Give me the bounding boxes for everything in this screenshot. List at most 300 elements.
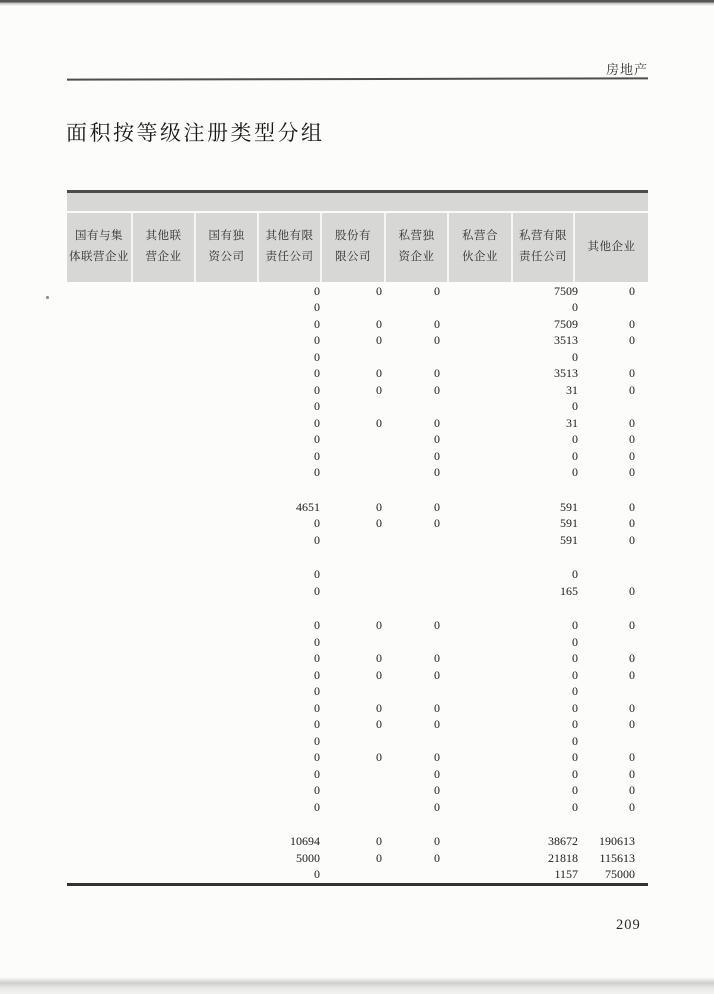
table-cell bbox=[194, 799, 257, 816]
table-cell: 0 bbox=[376, 834, 382, 848]
table-cell bbox=[447, 799, 511, 816]
table-cell: 0 bbox=[314, 567, 320, 581]
table-cell: 0 bbox=[376, 283, 382, 298]
table-cell: 4651 bbox=[296, 499, 320, 514]
column-header-line: 国有独 bbox=[208, 230, 245, 243]
table-cell: 0 bbox=[376, 415, 382, 430]
table-cell bbox=[573, 398, 648, 415]
table-cell: 7509 bbox=[554, 316, 578, 331]
table-cell: 0 bbox=[314, 516, 320, 530]
table-cell: 31 bbox=[566, 382, 578, 397]
table-cell: 0 bbox=[376, 717, 382, 731]
table-block-gap bbox=[67, 815, 648, 833]
table-cell bbox=[194, 850, 257, 867]
table-cell bbox=[194, 332, 257, 349]
table-cell: 0 bbox=[314, 532, 320, 547]
table-cell bbox=[384, 866, 447, 883]
table-cell: 0 bbox=[314, 349, 320, 364]
table-block-gap bbox=[67, 481, 648, 499]
table-cell: 0 bbox=[434, 799, 440, 814]
table-cell: 0 bbox=[629, 366, 635, 380]
table-cell bbox=[67, 617, 131, 634]
table-cell bbox=[447, 532, 511, 549]
column-header-line: 股份有 bbox=[335, 230, 371, 243]
table-row bbox=[67, 749, 648, 766]
table-cell bbox=[67, 833, 131, 850]
table-cell: 3513 bbox=[554, 366, 578, 380]
table-cell bbox=[67, 850, 131, 867]
column-header bbox=[257, 213, 320, 282]
table-cell bbox=[447, 683, 511, 700]
table-cell: 31 bbox=[566, 415, 578, 430]
table-block-gap bbox=[67, 599, 648, 617]
table-row bbox=[67, 349, 648, 366]
table-cell: 0 bbox=[376, 651, 382, 665]
table-cell: 0 bbox=[572, 651, 578, 665]
table-cell bbox=[67, 365, 131, 382]
table-cell: 0 bbox=[629, 382, 635, 397]
table-cell bbox=[320, 299, 384, 316]
table-cell bbox=[384, 733, 447, 750]
table-cell bbox=[194, 749, 257, 766]
table-cell: 0 bbox=[434, 283, 440, 298]
table-cell: 0 bbox=[629, 415, 635, 430]
table-cell bbox=[194, 349, 257, 366]
table-cell: 0 bbox=[434, 465, 440, 479]
table-cell bbox=[194, 299, 257, 316]
table-cell bbox=[573, 299, 648, 316]
table-row bbox=[67, 448, 648, 465]
table-cell: 0 bbox=[314, 667, 320, 682]
table-cell bbox=[320, 782, 384, 799]
table-cell bbox=[447, 634, 511, 651]
column-header-line: 责任公司 bbox=[519, 251, 567, 263]
table-cell bbox=[131, 316, 194, 333]
table-cell bbox=[67, 431, 131, 448]
table-cell: 0 bbox=[434, 834, 440, 848]
table-row bbox=[67, 700, 648, 717]
table-cell bbox=[194, 866, 257, 883]
table-cell: 0 bbox=[434, 618, 440, 632]
table-cell bbox=[67, 566, 131, 583]
table-cell bbox=[194, 316, 257, 333]
table-cell: 75000 bbox=[605, 867, 635, 881]
table-cell bbox=[447, 299, 511, 316]
column-header bbox=[511, 213, 573, 282]
table-cell: 0 bbox=[314, 583, 320, 598]
table-header-band bbox=[67, 193, 648, 211]
table-cell: 0 bbox=[629, 465, 635, 479]
table-cell: 0 bbox=[629, 432, 635, 446]
table-cell bbox=[194, 766, 257, 783]
table-cell: 0 bbox=[434, 432, 440, 446]
table-cell bbox=[194, 415, 257, 432]
table-cell bbox=[131, 583, 194, 600]
table-cell bbox=[131, 634, 194, 651]
table-cell: 0 bbox=[376, 333, 382, 347]
table-cell bbox=[447, 283, 511, 300]
table-cell: 0 bbox=[434, 316, 440, 331]
column-header-line: 伙企业 bbox=[462, 251, 498, 263]
table-cell bbox=[194, 650, 257, 667]
table-cell bbox=[131, 349, 194, 366]
scan-edge-bottom bbox=[0, 977, 714, 994]
table-cell: 0 bbox=[434, 516, 440, 530]
table-cell bbox=[447, 583, 511, 600]
table-cell bbox=[447, 650, 511, 667]
table-cell bbox=[384, 583, 447, 600]
table-cell: 0 bbox=[572, 634, 578, 649]
table-cell: 0 bbox=[629, 750, 635, 764]
table-cell: 0 bbox=[314, 618, 320, 632]
column-header-line: 资企业 bbox=[398, 251, 435, 263]
table-row bbox=[67, 716, 648, 733]
table-cell bbox=[194, 733, 257, 750]
table-cell: 0 bbox=[434, 448, 440, 463]
table-cell: 0 bbox=[376, 850, 382, 865]
table-cell bbox=[194, 583, 257, 600]
table-row bbox=[67, 566, 648, 583]
table-cell: 0 bbox=[629, 651, 635, 665]
table-cell: 0 bbox=[314, 733, 320, 748]
table-cell bbox=[194, 700, 257, 717]
table-cell bbox=[384, 634, 447, 651]
table-cell bbox=[320, 799, 384, 816]
table-cell bbox=[384, 349, 447, 366]
table-cell: 0 bbox=[572, 448, 578, 463]
table-cell bbox=[131, 667, 194, 684]
table-cell: 0 bbox=[434, 651, 440, 665]
table-cell: 0 bbox=[572, 432, 578, 446]
table-cell: 0 bbox=[314, 432, 320, 446]
table-cell bbox=[573, 566, 648, 583]
table-body bbox=[67, 282, 648, 883]
column-header-line: 责任公司 bbox=[265, 251, 314, 263]
table-cell bbox=[131, 448, 194, 465]
table-cell bbox=[447, 782, 511, 799]
table-cell bbox=[447, 515, 511, 532]
table-cell: 0 bbox=[572, 465, 578, 479]
table-row bbox=[67, 299, 648, 316]
table-cell bbox=[131, 749, 194, 766]
table-cell bbox=[447, 766, 511, 783]
column-header-line: 国有与集 bbox=[75, 230, 123, 243]
table-cell: 0 bbox=[376, 750, 382, 764]
table-cell bbox=[194, 448, 257, 465]
table-cell bbox=[194, 782, 257, 799]
table-cell: 0 bbox=[314, 651, 320, 665]
table-row bbox=[67, 515, 648, 532]
table-cell: 0 bbox=[629, 618, 635, 632]
table-cell bbox=[320, 583, 384, 600]
table-cell: 0 bbox=[376, 366, 382, 380]
table-row bbox=[67, 683, 648, 700]
table-cell bbox=[67, 398, 131, 415]
table-cell: 0 bbox=[314, 415, 320, 430]
table-cell bbox=[194, 683, 257, 700]
column-header-line: 营企业 bbox=[145, 251, 182, 263]
table-cell: 0 bbox=[314, 316, 320, 331]
table-cell bbox=[194, 398, 257, 415]
table-cell: 591 bbox=[560, 532, 578, 547]
table-cell bbox=[320, 683, 384, 700]
table-cell: 0 bbox=[314, 766, 320, 781]
page-number: 209 bbox=[616, 917, 641, 933]
table-cell bbox=[447, 667, 511, 684]
table-cell bbox=[194, 499, 257, 516]
table-cell: 21818 bbox=[548, 850, 578, 865]
table-cell: 3513 bbox=[554, 333, 578, 347]
table-cell bbox=[320, 766, 384, 783]
table-cell bbox=[194, 634, 257, 651]
table-cell bbox=[194, 283, 257, 300]
table-cell bbox=[67, 700, 131, 717]
table-cell: 0 bbox=[314, 448, 320, 463]
table-cell: 0 bbox=[376, 618, 382, 632]
table-cell bbox=[67, 667, 131, 684]
table-cell: 0 bbox=[572, 618, 578, 632]
table-cell bbox=[67, 716, 131, 733]
table-cell bbox=[447, 464, 511, 481]
table-cell bbox=[320, 349, 384, 366]
column-header-line: 其他联 bbox=[145, 230, 182, 243]
table-cell: 0 bbox=[629, 667, 635, 682]
table-cell: 0 bbox=[629, 532, 635, 547]
column-header bbox=[67, 213, 131, 282]
table-cell bbox=[131, 617, 194, 634]
table-cell bbox=[447, 617, 511, 634]
table-cell: 0 bbox=[434, 366, 440, 380]
table-cell: 0 bbox=[314, 783, 320, 797]
table-row bbox=[67, 332, 648, 349]
table-cell: 0 bbox=[314, 700, 320, 715]
table-row bbox=[67, 833, 648, 850]
scan-artifact-dot bbox=[46, 296, 49, 299]
table-cell bbox=[320, 866, 384, 883]
table-row bbox=[67, 316, 648, 333]
table-cell bbox=[131, 515, 194, 532]
table-cell: 0 bbox=[629, 799, 635, 814]
table-cell: 0 bbox=[572, 717, 578, 731]
table-cell bbox=[447, 415, 511, 432]
table-cell bbox=[447, 382, 511, 399]
table-row bbox=[67, 464, 648, 481]
table-cell bbox=[384, 398, 447, 415]
table-cell bbox=[447, 850, 511, 867]
table-cell bbox=[194, 515, 257, 532]
table-cell: 0 bbox=[629, 766, 635, 781]
scan-edge-top bbox=[0, 0, 714, 6]
table-cell bbox=[131, 850, 194, 867]
table-cell: 0 bbox=[376, 382, 382, 397]
table-cell: 0 bbox=[629, 717, 635, 731]
table-cell: 0 bbox=[572, 399, 578, 413]
table-cell: 115613 bbox=[599, 850, 635, 865]
table-cell bbox=[194, 532, 257, 549]
table-header-row bbox=[67, 213, 648, 282]
table-cell bbox=[67, 583, 131, 600]
table-row bbox=[67, 283, 648, 300]
table-row bbox=[67, 782, 648, 799]
table-row bbox=[67, 799, 648, 816]
table-cell: 0 bbox=[314, 634, 320, 649]
running-head-section-label: 房地产 bbox=[605, 62, 648, 77]
table-cell: 0 bbox=[314, 300, 320, 314]
table-cell bbox=[131, 332, 194, 349]
table-cell: 0 bbox=[314, 399, 320, 413]
running-head-rule bbox=[67, 77, 648, 80]
table-cell bbox=[67, 415, 131, 432]
column-header bbox=[320, 213, 384, 282]
table-cell: 0 bbox=[572, 766, 578, 781]
table-row bbox=[67, 398, 648, 415]
table-cell bbox=[131, 650, 194, 667]
table-cell bbox=[447, 716, 511, 733]
table-cell: 165 bbox=[560, 583, 578, 598]
table-row bbox=[67, 634, 648, 651]
column-header bbox=[573, 213, 648, 282]
table-cell bbox=[131, 398, 194, 415]
table-cell bbox=[67, 382, 131, 399]
table-cell: 0 bbox=[314, 382, 320, 397]
table-cell bbox=[131, 799, 194, 816]
table-cell bbox=[67, 866, 131, 883]
table-cell bbox=[447, 398, 511, 415]
table-cell: 0 bbox=[572, 700, 578, 715]
table-cell bbox=[194, 716, 257, 733]
table-cell: 7509 bbox=[554, 283, 578, 298]
table-cell: 591 bbox=[560, 516, 578, 530]
table-cell: 0 bbox=[572, 750, 578, 764]
table-cell bbox=[194, 382, 257, 399]
column-header-line: 限公司 bbox=[335, 251, 371, 263]
table-cell bbox=[447, 733, 511, 750]
table-cell bbox=[194, 667, 257, 684]
table-cell: 0 bbox=[629, 516, 635, 530]
table-cell bbox=[131, 733, 194, 750]
table-cell bbox=[384, 532, 447, 549]
table-cell bbox=[131, 283, 194, 300]
table-row bbox=[67, 365, 648, 382]
table-row bbox=[67, 650, 648, 667]
table-cell bbox=[573, 733, 648, 750]
table-cell bbox=[67, 733, 131, 750]
table-cell bbox=[67, 499, 131, 516]
column-header-line: 私营有限 bbox=[519, 230, 567, 243]
table-row bbox=[67, 850, 648, 867]
table-cell bbox=[131, 782, 194, 799]
table-cell: 0 bbox=[629, 316, 635, 331]
table-cell bbox=[320, 532, 384, 549]
column-header-line: 其他有限 bbox=[265, 230, 314, 243]
table-cell: 0 bbox=[376, 700, 382, 715]
table-row bbox=[67, 733, 648, 750]
table-cell: 0 bbox=[572, 684, 578, 698]
table-cell bbox=[67, 448, 131, 465]
table-cell: 0 bbox=[314, 333, 320, 347]
table-cell: 0 bbox=[434, 766, 440, 781]
table-cell bbox=[194, 464, 257, 481]
table-cell bbox=[194, 617, 257, 634]
table-cell bbox=[320, 448, 384, 465]
table-cell: 0 bbox=[629, 700, 635, 715]
table-cell bbox=[67, 782, 131, 799]
table-row bbox=[67, 583, 648, 600]
table-cell: 0 bbox=[629, 583, 635, 598]
table-cell bbox=[194, 431, 257, 448]
table-cell: 0 bbox=[572, 349, 578, 364]
table-cell: 0 bbox=[434, 499, 440, 514]
table-cell: 38672 bbox=[548, 834, 578, 848]
table-cell bbox=[447, 866, 511, 883]
column-header-line: 私营合 bbox=[462, 230, 498, 243]
table-row bbox=[67, 766, 648, 783]
table-cell: 0 bbox=[629, 283, 635, 298]
table-row bbox=[67, 532, 648, 549]
table-row bbox=[67, 415, 648, 432]
table-cell: 0 bbox=[629, 333, 635, 347]
table-cell: 0 bbox=[434, 700, 440, 715]
table-row bbox=[67, 866, 648, 883]
table-cell bbox=[573, 349, 648, 366]
table-row bbox=[67, 667, 648, 684]
table-cell: 0 bbox=[314, 867, 320, 881]
table-cell bbox=[131, 766, 194, 783]
table-cell: 0 bbox=[376, 516, 382, 530]
table-cell bbox=[384, 566, 447, 583]
table-cell: 0 bbox=[314, 799, 320, 814]
table-cell bbox=[67, 532, 131, 549]
table-cell: 0 bbox=[572, 567, 578, 581]
table-block-gap bbox=[67, 548, 648, 566]
table-cell bbox=[67, 515, 131, 532]
table-cell bbox=[447, 365, 511, 382]
table-cell bbox=[131, 464, 194, 481]
table-bottom-border bbox=[67, 883, 648, 886]
table-cell: 0 bbox=[572, 733, 578, 748]
table-cell: 0 bbox=[629, 448, 635, 463]
table-cell bbox=[67, 316, 131, 333]
table-cell bbox=[573, 683, 648, 700]
table-cell bbox=[131, 299, 194, 316]
table-cell bbox=[320, 733, 384, 750]
table-cell bbox=[447, 349, 511, 366]
table-cell: 591 bbox=[560, 499, 578, 514]
table-cell bbox=[67, 766, 131, 783]
table-cell bbox=[67, 650, 131, 667]
table-cell: 0 bbox=[434, 783, 440, 797]
data-table bbox=[67, 190, 648, 886]
table-cell: 0 bbox=[376, 316, 382, 331]
table-cell: 0 bbox=[434, 382, 440, 397]
table-cell: 0 bbox=[572, 799, 578, 814]
table-cell bbox=[573, 634, 648, 651]
table-cell: 10694 bbox=[290, 834, 320, 848]
table-cell bbox=[447, 749, 511, 766]
table-cell bbox=[67, 283, 131, 300]
table-cell: 0 bbox=[434, 415, 440, 430]
table-cell: 190613 bbox=[599, 834, 635, 848]
table-cell: 0 bbox=[314, 283, 320, 298]
table-cell: 0 bbox=[434, 750, 440, 764]
table-cell: 0 bbox=[314, 750, 320, 764]
table-cell: 0 bbox=[376, 667, 382, 682]
table-cell bbox=[447, 700, 511, 717]
table-cell bbox=[131, 716, 194, 733]
table-cell bbox=[131, 866, 194, 883]
table-cell bbox=[447, 499, 511, 516]
table-cell: 1157 bbox=[554, 867, 578, 881]
